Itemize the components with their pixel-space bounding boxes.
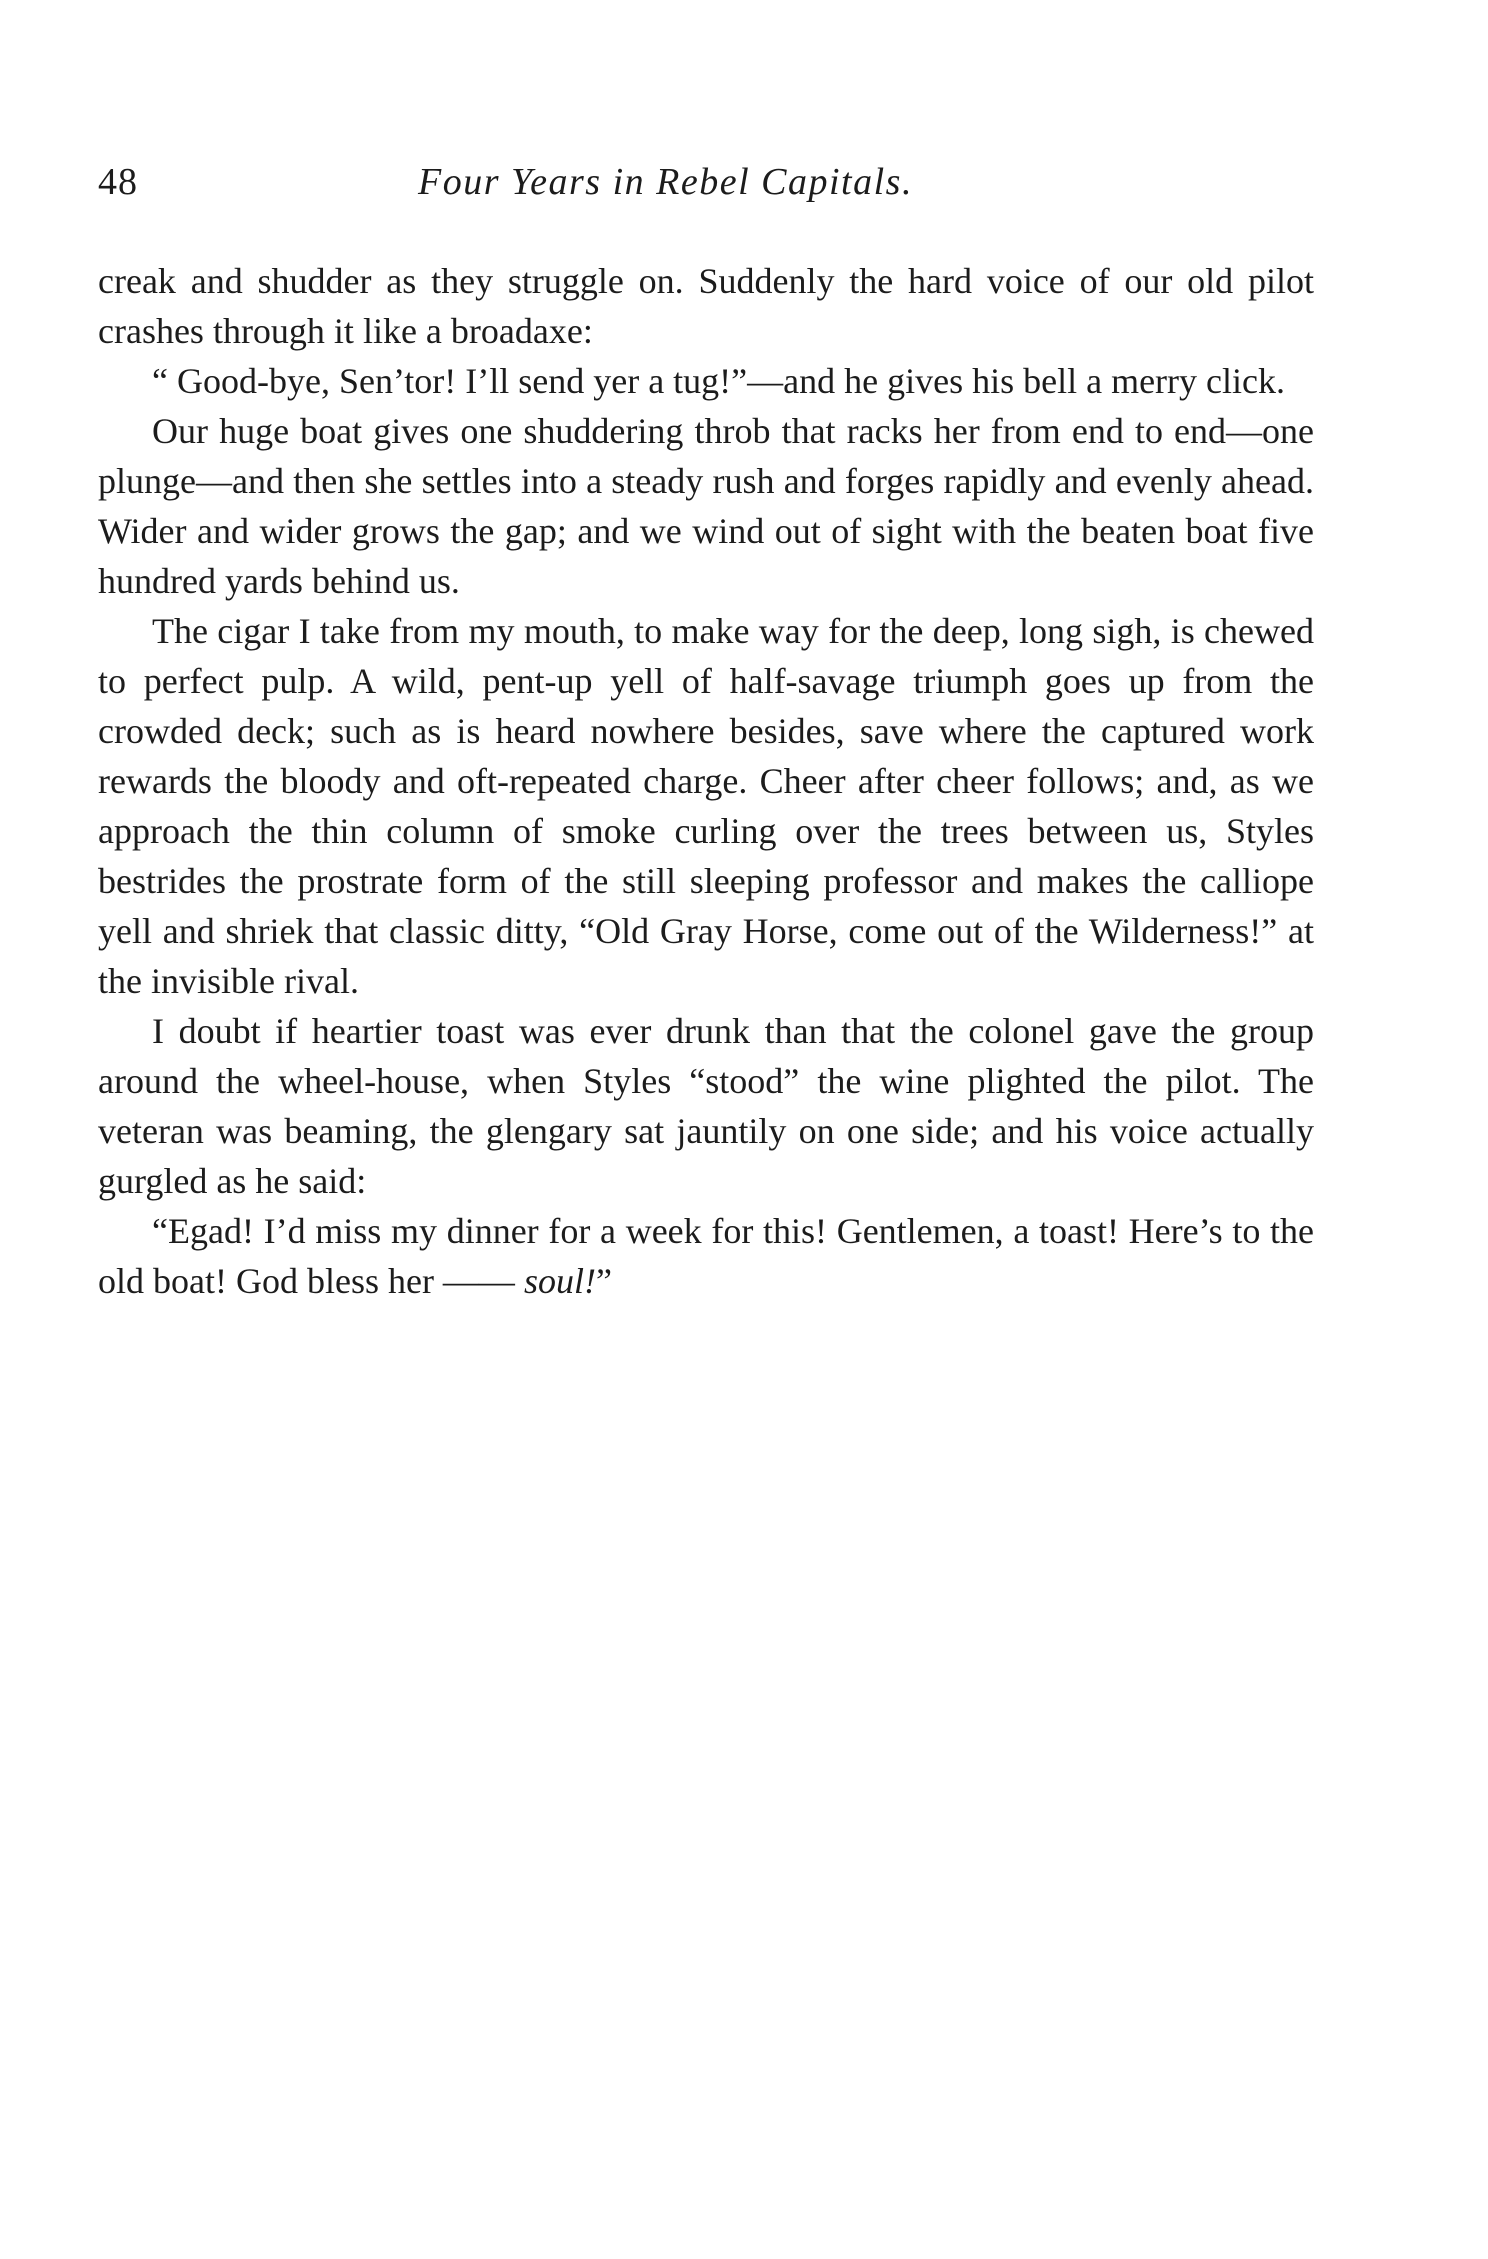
paragraph-pilot-farewell: “ Good-bye, Sen’tor! I’ll send yer a tug!”—and he gives his bell a merry click. bbox=[152, 361, 1285, 401]
toast-italic-word: soul! bbox=[523, 1261, 596, 1301]
paragraph-boat-surges: Our huge boat gives one shuddering throb that racks her from end to end—one plunge—and then she settles into a steady rush and forges rapidly and evenly ahead. Wider and wider grows the gap; and we wind out of sight with the beaten boat five hundred yards behind us. bbox=[98, 411, 1314, 601]
body-text bbox=[98, 256, 1314, 1306]
paragraph-triumph: The cigar I take from my mouth, to make way for the deep, long sigh, is chewed to perfect pulp. A wild, pent-up yell of half-savage triumph goes up from the crowded deck; such as is heard nowhere besides, save where the captured work rewards the bloody and oft-repeated charge. Cheer after cheer follows; and, as we approach the thin column of smoke curling over the trees between us, Styles bestrides the prostrate form of the still sleeping professor and makes the calliope yell and shriek that classic ditty, “Old Gray Horse, come out of the Wilderness!” at the invisible rival. bbox=[98, 611, 1314, 1001]
toast-close-quote: ” bbox=[595, 1261, 612, 1301]
paragraph-toast bbox=[98, 1206, 1314, 1306]
paragraph-toast-setup: I doubt if heartier toast was ever drunk than that the colonel gave the group around the wheel-house, when Styles “stood” the wine plighted the pilot. The veteran was beaming, the glengary sat jauntily on one side; and his voice actually gurgled as he said: bbox=[98, 1011, 1314, 1201]
paragraph-continued: creak and shudder as they struggle on. Suddenly the hard voice of our old pilot crashes through it like a broadaxe: bbox=[98, 261, 1314, 351]
toast-text: “Egad! I’d miss my dinner for a week for this! Gentlemen, a toast! Here’s to the old boat! God bless her —— bbox=[98, 1211, 1314, 1301]
running-head bbox=[98, 160, 1318, 220]
running-title: Four Years in Rebel Capitals. bbox=[418, 161, 913, 203]
page-number: 48 bbox=[98, 161, 138, 203]
